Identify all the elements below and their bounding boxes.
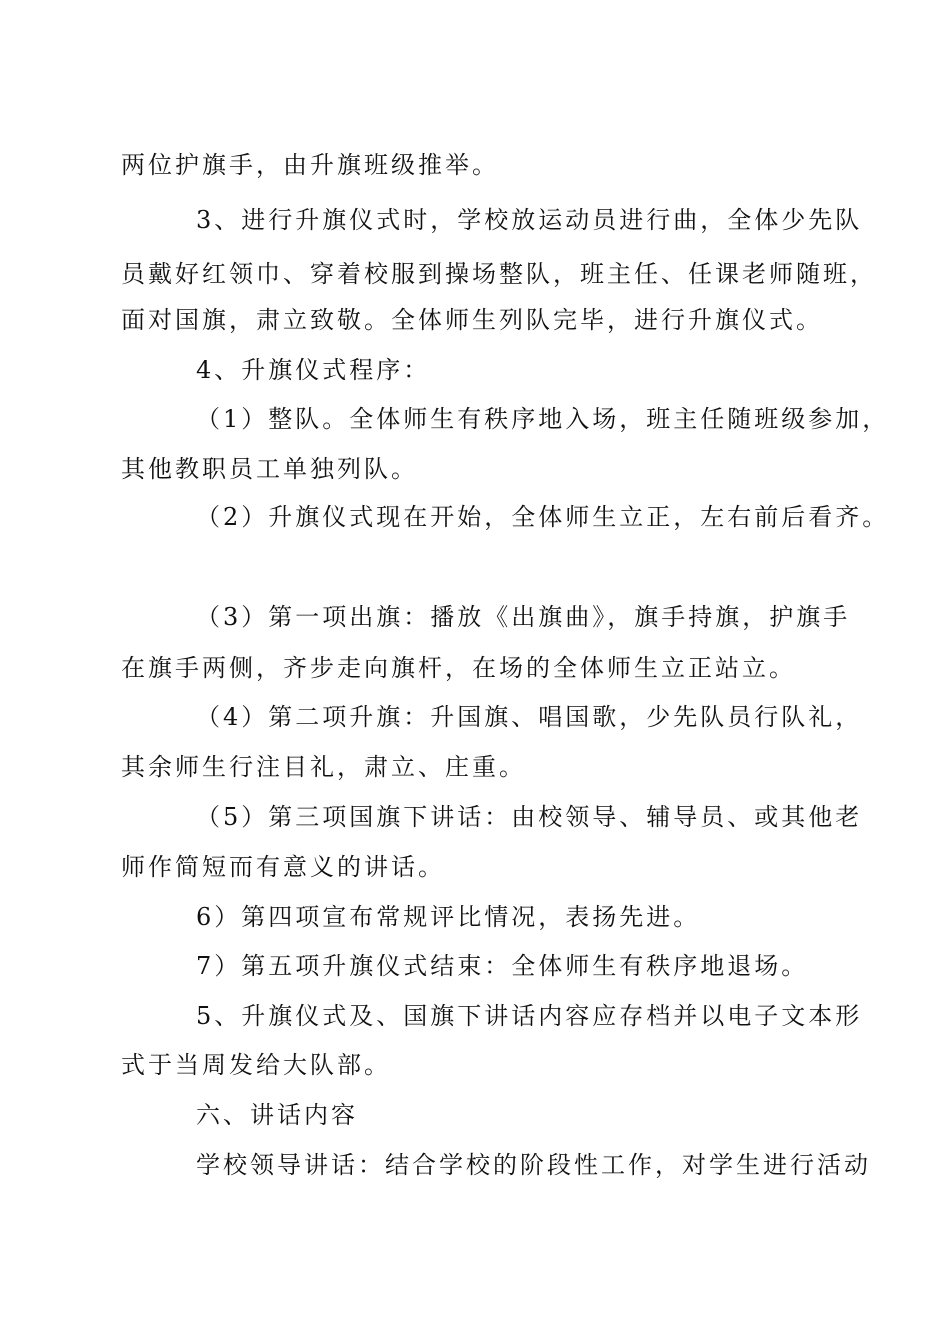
text-line: 5、升旗仪式及、国旗下讲话内容应存档并以电子文本形 [196, 1002, 863, 1030]
text-line: （1）整队。全体师生有秩序地入场，班主任随班级参加， [196, 405, 890, 433]
text-line: （5）第三项国旗下讲话：由校领导、辅导员、或其他老 [196, 803, 863, 831]
text-line: 6）第四项宣布常规评比情况，表扬先进。 [196, 903, 701, 931]
text-line: 学校领导讲话：结合学校的阶段性工作，对学生进行活动 [196, 1151, 871, 1179]
text-line: 式于当周发给大队部。 [121, 1051, 391, 1079]
text-line: 在旗手两侧，齐步走向旗杆，在场的全体师生立正站立。 [121, 654, 796, 682]
text-line: 面对国旗，肃立致敬。全体师生列队完毕，进行升旗仪式。 [121, 306, 823, 334]
text-line: 员戴好红领巾、穿着校服到操场整队，班主任、任课老师随班， [121, 260, 877, 288]
text-line: 7）第五项升旗仪式结束：全体师生有秩序地退场。 [196, 952, 809, 980]
text-line: （2）升旗仪式现在开始，全体师生立正，左右前后看齐。 [196, 503, 890, 531]
text-line: （3）第一项出旗：播放《出旗曲》，旗手持旗，护旗手 [196, 603, 851, 631]
text-line: 4、升旗仪式程序： [196, 356, 431, 384]
text-line: 师作简短而有意义的讲话。 [121, 853, 445, 881]
text-line: 六、讲话内容 [196, 1101, 358, 1129]
text-line: （4）第二项升旗：升国旗、唱国歌，少先队员行队礼， [196, 703, 863, 731]
text-line: 3、进行升旗仪式时，学校放运动员进行曲，全体少先队 [196, 206, 863, 234]
text-line: 其余师生行注目礼，肃立、庄重。 [121, 753, 526, 781]
text-line: 其他教职员工单独列队。 [121, 455, 418, 483]
text-line: 两位护旗手，由升旗班级推举。 [121, 151, 499, 179]
